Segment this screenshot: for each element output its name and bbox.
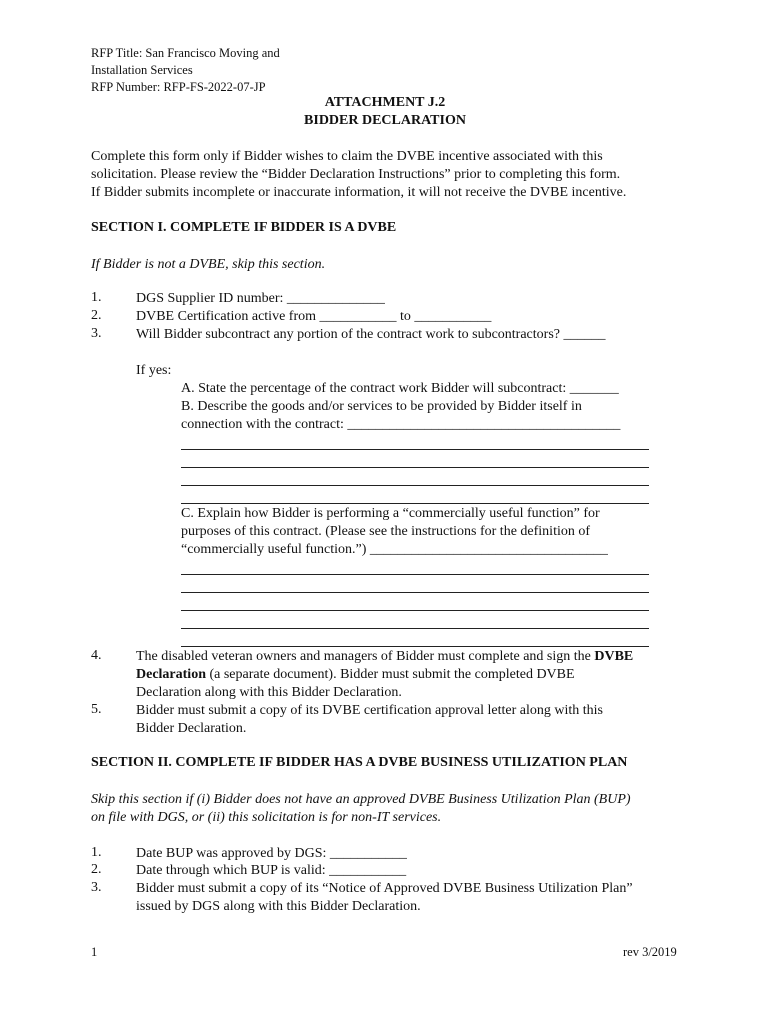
- page-number: 1: [91, 945, 98, 959]
- bup-approval-date-field[interactable]: Date BUP was approved by DGS: ___________: [136, 846, 407, 861]
- item-number: 4.: [91, 648, 102, 663]
- describe-goods-label: B. Describe the goods and/or services to be provided by Bidder itself in: [181, 399, 582, 414]
- subcontract-field[interactable]: Will Bidder subcontract any portion of the contract work to subcontractors? ______: [136, 327, 606, 342]
- answer-blank-line[interactable]: [181, 574, 649, 575]
- rfp-title-line-2: Installation Services: [91, 63, 193, 77]
- answer-blank-line[interactable]: [181, 646, 649, 647]
- section-2-heading: SECTION II. COMPLETE IF BIDDER HAS A DVBE BUSINESS UTILIZATION PLAN: [91, 755, 628, 770]
- answer-blank-line[interactable]: [181, 449, 649, 450]
- item-number: 5.: [91, 702, 102, 717]
- item-4-text: [136, 648, 633, 702]
- section-1-note: If Bidder is not a DVBE, skip this section.: [91, 257, 326, 272]
- document-title: BIDDER DECLARATION: [304, 113, 466, 128]
- item-5-text: [136, 702, 603, 738]
- answer-blank-line[interactable]: [181, 467, 649, 468]
- supplier-id-field[interactable]: DGS Supplier ID number: ______________: [136, 291, 385, 306]
- commercially-useful-field[interactable]: “commercially useful function.”) __________________________________: [181, 542, 608, 557]
- item-number: 3.: [91, 326, 102, 341]
- intro-line: Complete this form only if Bidder wishes to claim the DVBE incentive associated with this: [91, 149, 603, 164]
- describe-goods-field[interactable]: connection with the contract: _______________________________________: [181, 417, 621, 432]
- item-number: 3.: [91, 880, 102, 895]
- section-2-note-line: Skip this section if (i) Bidder does not have an approved DVBE Business Utilization Plan (BUP): [91, 792, 631, 807]
- bup-notice-text: [136, 880, 633, 916]
- subcontract-percentage-field[interactable]: A. State the percentage of the contract work Bidder will subcontract: _______: [181, 381, 619, 396]
- item-4-line-2: (a separate document). Bidder must submit the completed DVBE: [205, 667, 575, 682]
- commercially-useful-label: C. Explain how Bidder is performing a “commercially useful function” for: [181, 506, 600, 521]
- if-yes-label: If yes:: [136, 363, 172, 378]
- answer-blank-line[interactable]: [181, 485, 649, 486]
- item-number: 1.: [91, 290, 102, 305]
- commercially-useful-label: purposes of this contract. (Please see the instructions for the definition of: [181, 524, 591, 539]
- section-2-note-line: on file with DGS, or (ii) this solicitation is for non-IT services.: [91, 810, 442, 825]
- item-number: 1.: [91, 845, 102, 860]
- item-4-line-3: Declaration along with this Bidder Declaration.: [136, 685, 402, 700]
- bup-notice-line-2: issued by DGS along with this Bidder Declaration.: [136, 899, 421, 914]
- revision-label: rev 3/2019: [623, 945, 677, 959]
- declaration-bold-term: Declaration: [136, 667, 206, 682]
- intro-line: solicitation. Please review the “Bidder Declaration Instructions” prior to completing this form.: [91, 167, 621, 182]
- item-5-line-1: Bidder must submit a copy of its DVBE certification approval letter along with this: [136, 703, 603, 718]
- answer-blank-line[interactable]: [181, 592, 649, 593]
- bup-notice-line-1: Bidder must submit a copy of its “Notice of Approved DVBE Business Utilization Plan”: [136, 881, 633, 896]
- attachment-title: ATTACHMENT J.2: [324, 95, 446, 110]
- intro-line: If Bidder submits incomplete or inaccurate information, it will not receive the DVBE incentive.: [91, 185, 627, 200]
- dvbe-bold-term: DVBE: [594, 649, 634, 664]
- answer-blank-line[interactable]: [181, 503, 649, 504]
- section-1-heading: SECTION I. COMPLETE IF BIDDER IS A DVBE: [91, 220, 397, 235]
- item-number: 2.: [91, 308, 102, 323]
- intro-paragraph: [91, 148, 626, 202]
- answer-blank-line[interactable]: [181, 628, 649, 629]
- rfp-number: RFP Number: RFP-FS-2022-07-JP: [91, 80, 266, 94]
- item-number: 2.: [91, 862, 102, 877]
- item-5-line-2: Bidder Declaration.: [136, 721, 247, 736]
- answer-blank-line[interactable]: [181, 610, 649, 611]
- certification-dates-field[interactable]: DVBE Certification active from ___________ to ___________: [136, 309, 492, 324]
- item-4-line-1: The disabled veteran owners and managers of Bidder must complete and sign the: [136, 649, 595, 664]
- rfp-title-line-1: RFP Title: San Francisco Moving and: [91, 46, 280, 60]
- section-2-note: [91, 791, 631, 827]
- rfp-header: [91, 45, 280, 96]
- bup-valid-date-field[interactable]: Date through which BUP is valid: ___________: [136, 863, 407, 878]
